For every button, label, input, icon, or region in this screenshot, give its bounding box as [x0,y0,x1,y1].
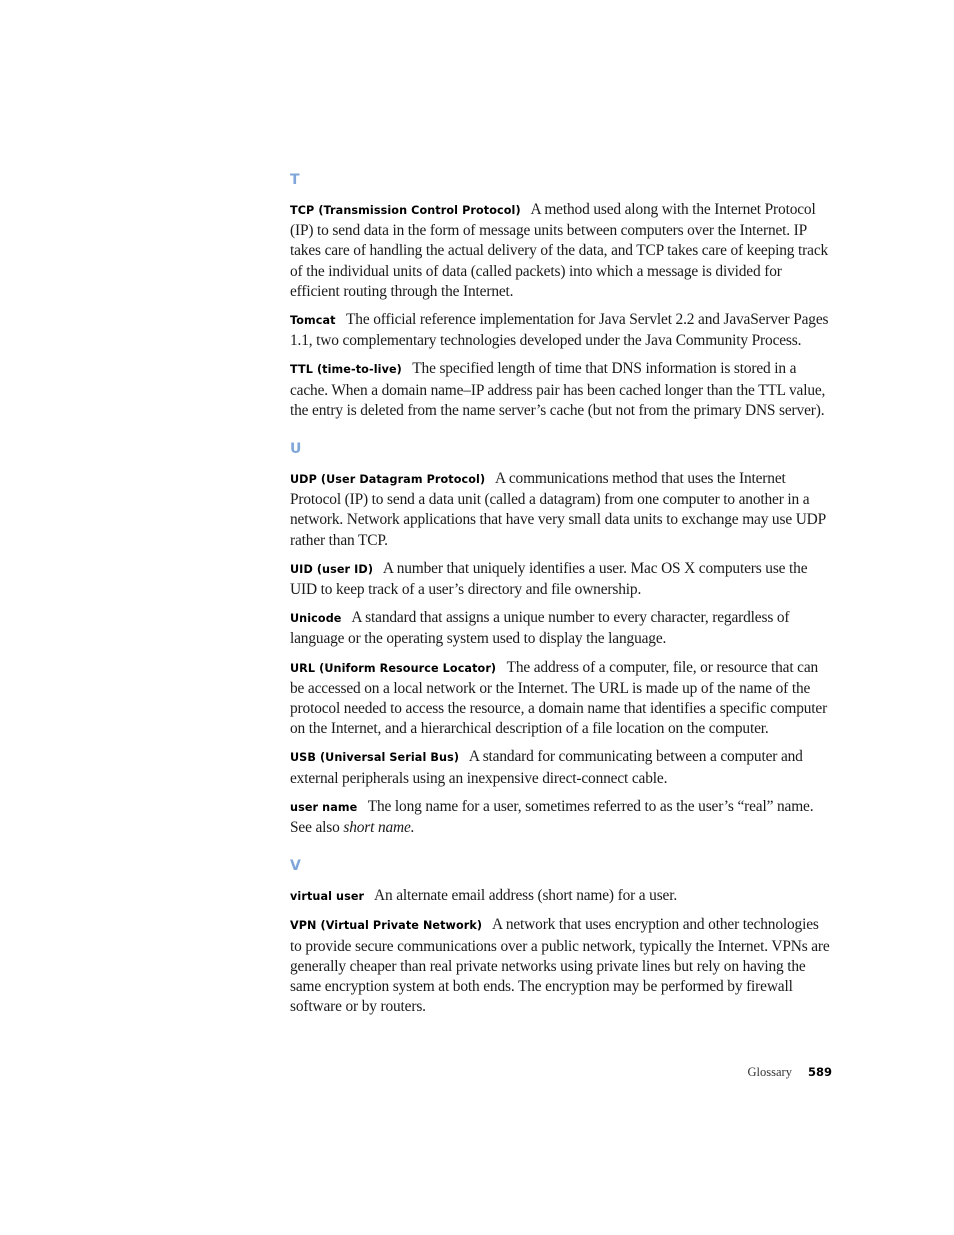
glossary-entry-usb [290,747,832,788]
glossary-definition: The specified length of time that DNS information is stored in a cache. When a domain name–IP address pair has been cached longer than the TTL value, the entry is deleted from the name server’s cache (but not from the primary DNS server). [290,360,826,419]
glossary-entry-ttl [290,359,832,421]
see-also-reference: short name. [343,819,415,837]
glossary-entry-uid [290,559,832,600]
section-letter-v: V [290,858,301,875]
page-number: 589 [807,1065,832,1079]
glossary-definition: A method used along with the Internet Protocol (IP) to send data in the form of message units between computers over the Internet. IP takes care of handling the actual delivery of the data, and TCP takes care of keeping track of the individual units of data (called packets) into which a message is divided for efficient routing through the Internet. [290,201,829,300]
glossary-definition: An alternate email address (short name) for a user. [374,887,678,905]
glossary-term: TCP (Transmission Control Protocol) [290,204,521,217]
glossary-term: USB (Universal Serial Bus) [290,751,460,765]
glossary-definition: A standard that assigns a unique number to every character, regardless of language or the operating system used to display the language. [290,609,790,648]
glossary-entry-udp [290,469,832,551]
glossary-term: Unicode [290,612,342,626]
glossary-term: virtual user [290,890,365,904]
glossary-entry-vpn [290,915,832,1017]
glossary-definition: A standard for communicating between a computer and external peripherals using an inexpensive direct-connect cable. [290,748,803,787]
glossary-entry-user-name [290,797,832,838]
glossary-entry-unicode [290,608,832,649]
page-footer [748,1063,832,1081]
glossary-term: user name [290,800,358,814]
footer-section-name: Glossary [747,1065,792,1079]
glossary-term: Tomcat [290,314,336,328]
glossary-definition: The official reference implementation for Java Servlet 2.2 and JavaServer Pages 1.1, two complementary technologies developed under the Java Community Process. [290,311,829,350]
glossary-entry-tomcat [290,310,832,351]
glossary-term: UDP (User Datagram Protocol) [290,473,486,487]
glossary-definition: A number that uniquely identifies a user. Mac OS X computers use the UID to keep track of a user’s directory and file ownership. [290,559,808,599]
section-letter-t: T [290,172,300,188]
glossary-term: URL (Uniform Resource Locator) [290,661,497,675]
glossary-entry-url [290,658,832,740]
glossary-entry-virtual-user [290,886,832,907]
glossary-definition: The long name for a user, sometimes referred to as the user’s “real” name. See also [290,797,814,837]
glossary-page [290,170,832,1026]
glossary-term: UID (user ID) [290,562,374,576]
glossary-definition: A network that uses encryption and other technologies to provide secure communications over a public network, typically the Internet. VPNs are generally cheaper than real private networks using private lines but rely on having the same encryption system at both ends. The encryption may be performed by firewall software or by routers. [290,916,830,1016]
glossary-definition: A communications method that uses the Internet Protocol (IP) to send a data unit (called a datagram) from one computer to another in a network. Network applications that have very small data units to exchange may use UDP rather than TCP. [290,470,826,549]
glossary-definition: The address of a computer, file, or resource that can be accessed on a local network or the Internet. The URL is made up of the name of the protocol needed to access the resource, a domain name that identifies a specific computer on the Internet, and a hierarchical description of a file location on the computer. [290,658,828,738]
section-letter-u: U [290,441,302,458]
glossary-entry-tcp [290,200,832,302]
glossary-term: VPN (Virtual Private Network) [290,919,483,933]
glossary-term: TTL (time-to-live) [290,363,402,377]
